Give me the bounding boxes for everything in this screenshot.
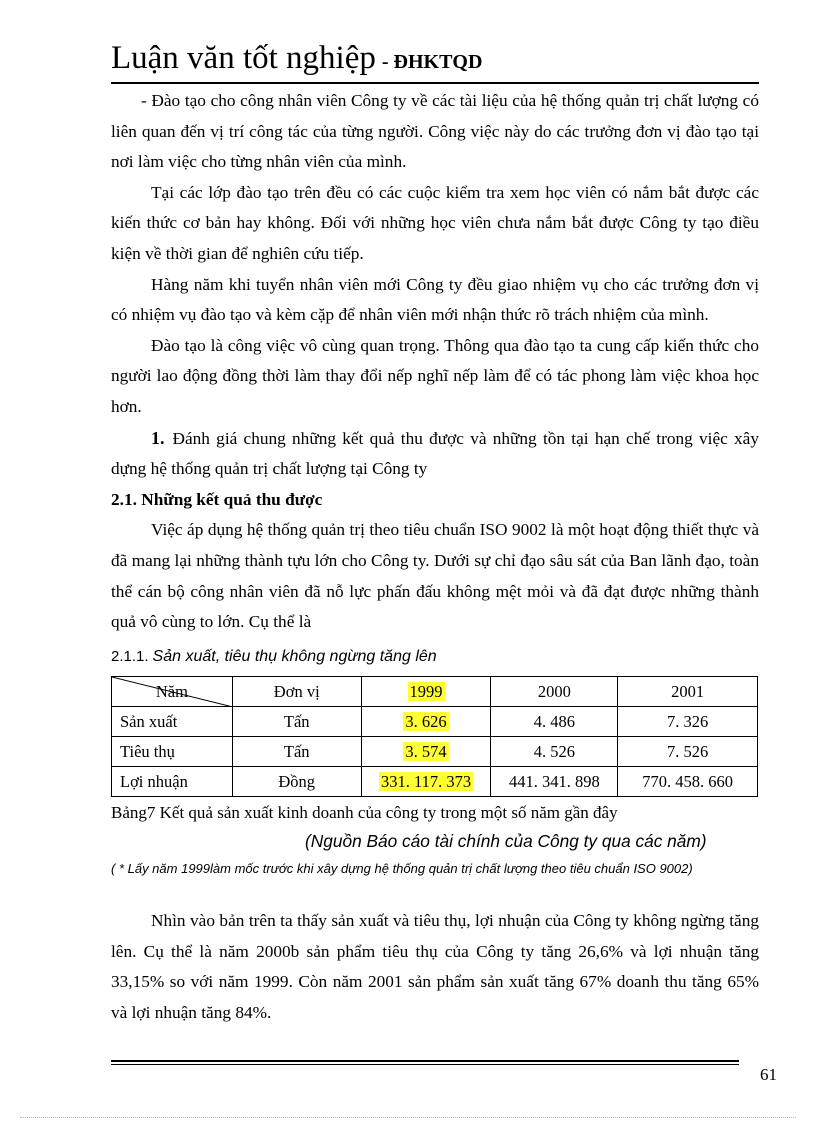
highlight: 331. 117. 373 xyxy=(380,771,472,791)
table-heading-number: 2.1.1. xyxy=(111,648,149,665)
header-title-line xyxy=(111,40,482,77)
table-cell: 7. 526 xyxy=(618,737,758,767)
table-cell: 770. 458. 660 xyxy=(618,767,758,797)
section-heading-text: Đánh giá chung những kết quả thu được và những tồn tại hạn chế trong việc xây dựng hệ thống quản trị chất lượng tại Công ty xyxy=(111,428,759,479)
table-cell: Đồng xyxy=(232,767,361,797)
header-title: Luận văn tốt nghiệp xyxy=(111,40,376,76)
section-heading xyxy=(111,423,759,485)
highlight: 3. 626 xyxy=(405,711,447,731)
header-cell xyxy=(361,677,491,707)
page-header xyxy=(111,38,759,84)
section-number: 1. xyxy=(151,427,165,448)
conclusion-body xyxy=(111,906,759,1028)
highlight: 3. 574 xyxy=(405,741,447,761)
table-cell: 4. 486 xyxy=(491,707,618,737)
header-label: Năm xyxy=(155,681,188,701)
paragraph: Nhìn vào bản trên ta thấy sản xuất và tiêu thụ, lợi nhuận của Công ty không ngừng tăng lên. Cụ thể là năm 2000b sản phẩm tiêu thụ của Công ty tăng 26,6% và lợi nhuận tăng 33,15% so với năm 1999. Còn năm 2001 sản phẩm sản xuất tăng 67% doanh thu tăng 65% và lợi nhuận tăng 84%. xyxy=(111,911,759,1022)
table-heading-text: Sản xuất, tiêu thụ không ngừng tăng lên xyxy=(152,648,437,665)
main-body xyxy=(111,86,759,638)
highlight: 1999 xyxy=(409,681,443,701)
table-cell: Tấn xyxy=(232,737,361,767)
footer-rule xyxy=(111,1064,739,1065)
table-cell xyxy=(361,767,491,797)
table-heading xyxy=(111,648,437,666)
table-row xyxy=(112,737,758,767)
table-cell xyxy=(361,737,491,767)
header-cell: Đơn vị xyxy=(232,677,361,707)
header-cell: 2000 xyxy=(491,677,618,707)
paragraph: Việc áp dụng hệ thống quản trị theo tiêu chuẩn ISO 9002 là một hoạt động thiết thực và đã mang lại những thành tựu lớn cho Công ty. Dưới sự chỉ đạo sâu sát của Ban lãnh đạo, toàn thể cán bộ công nhân viên đã nỗ lực phấn đấu không mệt mỏi và đã đạt được những thành quả vô cùng to lớn. Cụ thể là xyxy=(111,520,759,632)
page-number: 61 xyxy=(760,1065,777,1084)
table-cell: Sản xuất xyxy=(112,707,233,737)
paragraph: Tại các lớp đào tạo trên đều có các cuộc kiểm tra xem học viên có nắm bắt được các kiến thức cơ bản hay không. Đối với những học viên chưa nắm bắt được Công ty tạo điều kiện về thời gian để nghiên cứu tiếp. xyxy=(111,182,759,263)
table-cell: 4. 526 xyxy=(491,737,618,767)
footnote: ( * Lấy năm 1999làm mốc trước khi xây dựng hệ thống quản trị chất lượng theo tiêu chuẩn ISO 9002) xyxy=(111,861,693,876)
header-subtitle: - ĐHKTQD xyxy=(381,51,483,73)
header-cell xyxy=(112,677,233,707)
footer-rule xyxy=(111,1060,739,1062)
table-cell xyxy=(361,707,491,737)
table-caption: Bảng7 Kết quả sản xuất kinh doanh của công ty trong một số năm gần đây xyxy=(111,803,618,822)
results-table xyxy=(111,676,758,797)
table-source: (Nguồn Báo cáo tài chính của Công ty qua các năm) xyxy=(305,831,707,851)
header-cell: 2001 xyxy=(618,677,758,707)
table-cell: Lợi nhuận xyxy=(112,767,233,797)
paragraph: - Đào tạo cho công nhân viên Công ty về các tài liệu của hệ thống quản trị chất lượng có liên quan đến vị trí công tác của từng người. Công việc này do các trưởng đơn vị đào tạo tại nơi làm việc cho từng nhân viên của mình. xyxy=(111,91,759,172)
table-row xyxy=(112,767,758,797)
paragraph: Đào tạo là công việc vô cùng quan trọng. Thông qua đào tạo ta cung cấp kiến thức cho người lao động đồng thời làm thay đổi nếp nghĩ nếp làm để có tác phong làm việc khoa học hơn. xyxy=(111,335,759,416)
table-header-row xyxy=(112,677,758,707)
page-boundary xyxy=(20,1117,796,1118)
table-cell: 7. 326 xyxy=(618,707,758,737)
table-row xyxy=(112,707,758,737)
table-cell: Tiêu thụ xyxy=(112,737,233,767)
table-cell: 441. 341. 898 xyxy=(491,767,618,797)
paragraph: Hàng năm khi tuyển nhân viên mới Công ty đều giao nhiệm vụ cho các trưởng đơn vị có nhiệm vụ đào tạo và kèm cặp để nhân viên mới nhận thức rõ trách nhiệm của mình. xyxy=(111,274,759,325)
table-cell: Tấn xyxy=(232,707,361,737)
subsection-heading: 2.1. Những kết quả thu được xyxy=(111,489,323,509)
